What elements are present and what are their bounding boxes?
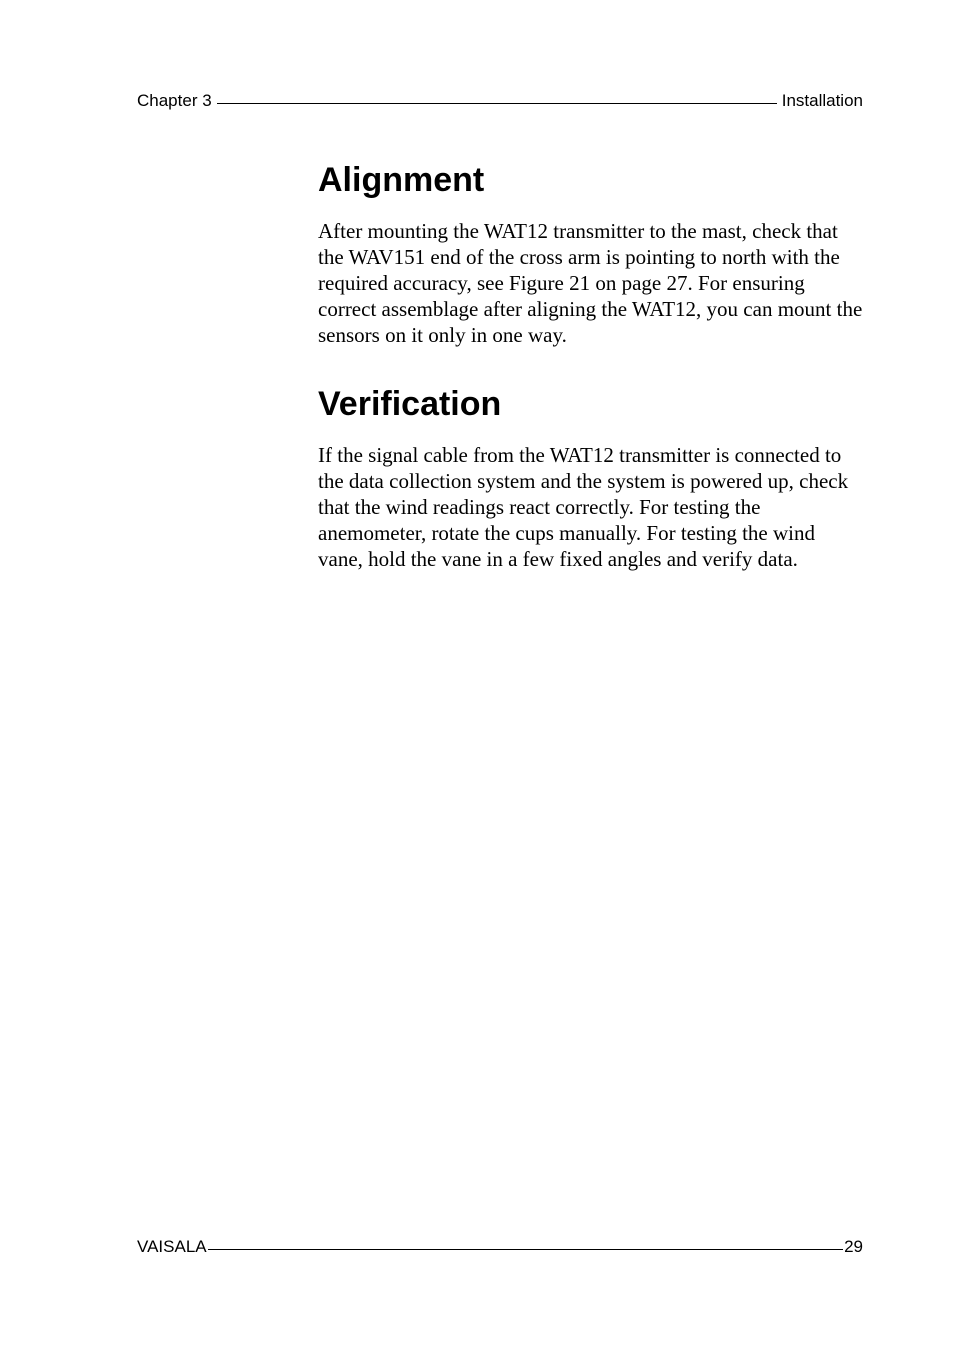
running-header bbox=[137, 90, 863, 112]
heading-verification: Verification bbox=[318, 385, 502, 423]
footer-rule bbox=[208, 1249, 843, 1250]
section-verification bbox=[318, 382, 864, 572]
header-rule bbox=[217, 103, 777, 104]
heading-alignment: Alignment bbox=[318, 161, 485, 199]
paragraph-alignment: After mounting the WAT12 transmitter to the mast, check that the WAV151 end of the cross arm is pointing to north with the required accuracy, see Figure 21 on page 27. For ensuring correct assemblage after aligning the WAT12, you can mount the sensors on it only in one way. bbox=[318, 219, 863, 347]
header-section-title: Installation bbox=[781, 91, 863, 110]
running-footer bbox=[137, 1236, 863, 1258]
section-alignment bbox=[318, 158, 864, 348]
page-number: 29 bbox=[844, 1237, 863, 1256]
header-chapter: Chapter 3 bbox=[137, 91, 212, 110]
paragraph-verification: If the signal cable from the WAT12 transmitter is connected to the data collection system and the system is powered up, check that the wind readings react correctly. For testing the anemometer, rotate the cups manually. For testing the wind vane, hold the vane in a few fixed angles and verify data. bbox=[318, 443, 849, 571]
page-content bbox=[318, 158, 864, 572]
footer-brand: VAISALA bbox=[137, 1237, 207, 1256]
